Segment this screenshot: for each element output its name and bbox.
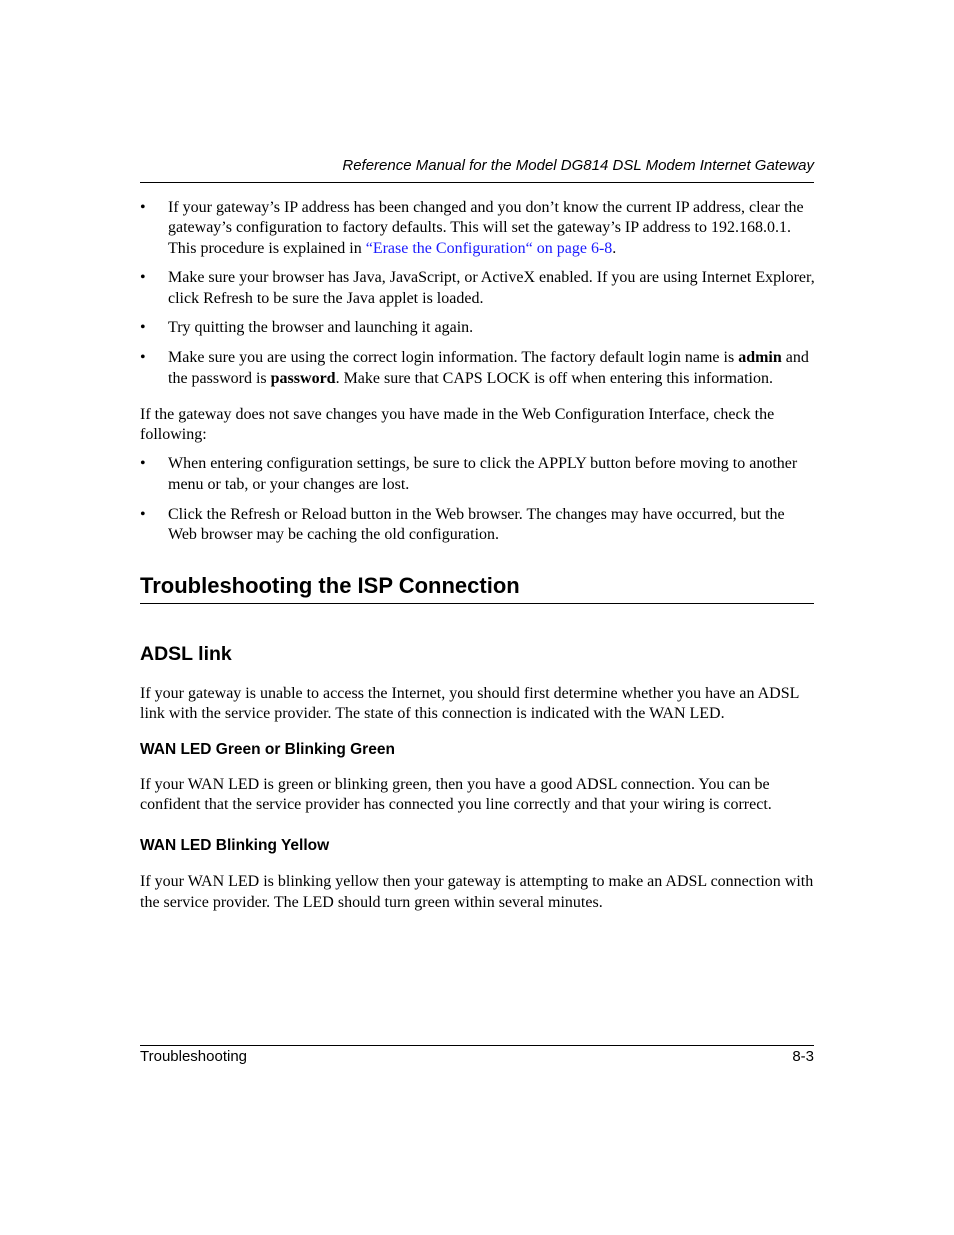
- bullet-text: Make sure you are using the correct login information. The factory default login name is: [168, 349, 739, 367]
- bullet-icon: •: [140, 269, 146, 287]
- list-item: [140, 318, 816, 338]
- save-bullet-list: [140, 454, 816, 545]
- bullet-icon: •: [140, 349, 146, 367]
- bullet-text-end: .: [612, 239, 617, 257]
- bullet-icon: •: [140, 199, 146, 216]
- erase-configuration-link[interactable]: “Erase the Configuration“ on page 6-8: [365, 239, 613, 257]
- adsl-link-paragraph: If your gateway is unable to access the Internet, you should first determine whether you have an ADSL link with the service provider. The state of this connection is indicated with the WAN LED.: [140, 685, 799, 723]
- yellow-led-heading: WAN LED Blinking Yellow: [140, 837, 330, 855]
- list-item: [140, 505, 816, 546]
- list-item: [140, 198, 816, 259]
- subsection-title: ADSL link: [140, 643, 232, 666]
- green-led-paragraph: If your WAN LED is green or blinking green, then you have a good ADSL connection. You can be confident that the service provider has connected you line correctly and that your wiring is correct.: [140, 775, 772, 814]
- default-login-name: admin: [738, 349, 782, 367]
- bullet-text: Try quitting the browser and launching it again.: [168, 319, 474, 337]
- bullet-icon: •: [140, 505, 146, 523]
- bullet-icon: •: [140, 455, 146, 473]
- bullet-icon: •: [140, 319, 146, 337]
- running-header: Reference Manual for the Model DG814 DSL Modem Internet Gateway: [342, 157, 814, 174]
- bullet-text: Click the Refresh or Reload button in the Web browser. The changes may have occurred, but the Web browser may be caching the old configuration.: [168, 505, 785, 543]
- default-password: password: [270, 369, 336, 387]
- bullet-text: If your gateway’s IP address has been changed and you don’t know the current IP address, clear the gateway’s configuration to factory defaults. This will set the gateway’s IP address to 192.168.0.1. This procedure is explained in: [168, 199, 804, 257]
- section-title: Troubleshooting the ISP Connection: [140, 572, 814, 604]
- bullet-text: Make sure your browser has Java, JavaScript, or ActiveX enabled. If you are using Internet Explorer, click Refresh to be sure the Java applet is loaded.: [168, 269, 815, 307]
- list-item: [140, 268, 816, 309]
- header-rule: [140, 182, 814, 183]
- yellow-led-paragraph: If your WAN LED is blinking yellow then your gateway is attempting to make an ADSL connection with the service provider. The LED should turn green within several minutes.: [140, 873, 814, 911]
- footer-rule: [140, 1045, 814, 1046]
- save-changes-paragraph: If the gateway does not save changes you have made in the Web Configuration Interface, check the following:: [140, 405, 775, 444]
- bullet-text: When entering configuration settings, be sure to click the APPLY button before moving to another menu or tab, or your changes are lost.: [168, 455, 798, 493]
- list-item: [140, 348, 816, 389]
- page-number: 8-3: [792, 1048, 814, 1065]
- bullet-text: and the password is: [168, 349, 809, 387]
- list-item: [140, 454, 816, 495]
- footer-chapter-title: Troubleshooting: [140, 1048, 248, 1065]
- page-body: [140, 198, 816, 922]
- bullet-text: . Make sure that CAPS LOCK is off when entering this information.: [335, 369, 773, 387]
- green-led-heading: WAN LED Green or Blinking Green: [140, 740, 395, 758]
- intro-bullet-list: [140, 198, 816, 389]
